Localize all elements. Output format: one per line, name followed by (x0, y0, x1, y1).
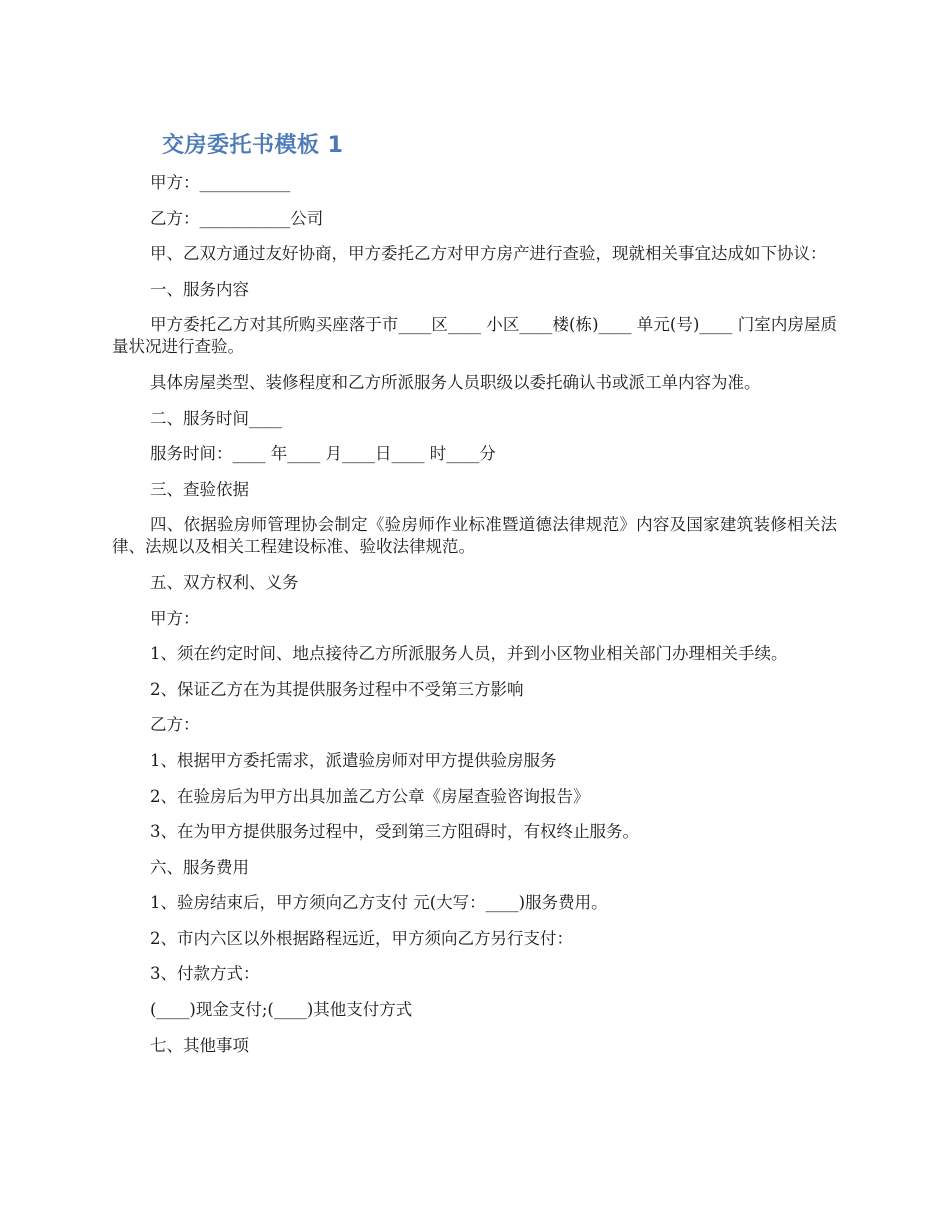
fee-item-2: 2、市内六区以外根据路程远近，甲方须向乙方另行支付： (150, 928, 573, 948)
document-title: 交房委托书模板 1 (162, 133, 344, 158)
party-b-item-2: 2、在验房后为甲方出具加盖乙方公章《房屋查验咨询报告》 (150, 786, 590, 806)
party-a-line: 甲方：___________ (150, 173, 291, 192)
section-heading-rights-obligations: 五、双方权利、义务 (150, 572, 299, 592)
party-b-item-1: 1、根据甲方委托需求，派遣验房师对甲方提供验房服务 (150, 750, 557, 770)
property-location-paragraph: 甲方委托乙方对其所购买座落于市____区____ 小区____楼(栋)____ 单元(号)____ 门室内房屋质量状况进行查验。 (112, 315, 837, 357)
document-body (112, 172, 837, 1070)
section-heading-service-content: 一、服务内容 (150, 279, 249, 299)
party-b-line: 乙方：___________公司 (150, 208, 324, 228)
section-heading-service-fee: 六、服务费用 (150, 857, 249, 877)
section-heading-other-matters: 七、其他事项 (150, 1035, 249, 1055)
service-time-line: 服务时间：____ 年____ 月____日____ 时____分 (150, 444, 496, 464)
intro-paragraph: 甲、乙双方通过友好协商，甲方委托乙方对甲方房产进行查验，现就相关事宜达成如下协议： (150, 244, 827, 264)
fee-item-3: 3、付款方式： (150, 964, 260, 984)
fee-item-1: 1、验房结束后，甲方须向乙方支付 元(大写：____)服务费用。 (150, 893, 608, 913)
house-type-paragraph: 具体房屋类型、装修程度和乙方所派服务人员职级以委托确认书或派工单内容为准。 (150, 372, 761, 392)
party-a-heading: 甲方： (150, 608, 200, 628)
section-heading-inspection-basis: 三、查验依据 (150, 479, 249, 499)
payment-options-line: (____)现金支付;(____)其他支付方式 (150, 1000, 413, 1020)
party-a-item-1: 1、须在约定时间、地点接待乙方所派服务人员，并到小区物业相关部门办理相关手续。 (150, 644, 788, 664)
party-a-item-2: 2、保证乙方在为其提供服务过程中不受第三方影响 (150, 679, 524, 699)
party-b-heading: 乙方： (150, 715, 200, 735)
basis-paragraph: 四、依据验房师管理协会制定《验房师作业标准暨道德法律规范》内容及国家建筑装修相关法律、法规以及相关工程建设标准、验收法律规范。 (112, 515, 837, 557)
section-heading-service-time: 二、服务时间____ (150, 408, 282, 428)
party-b-item-3: 3、在为甲方提供服务过程中，受到第三方阻碍时，有权终止服务。 (150, 822, 639, 842)
